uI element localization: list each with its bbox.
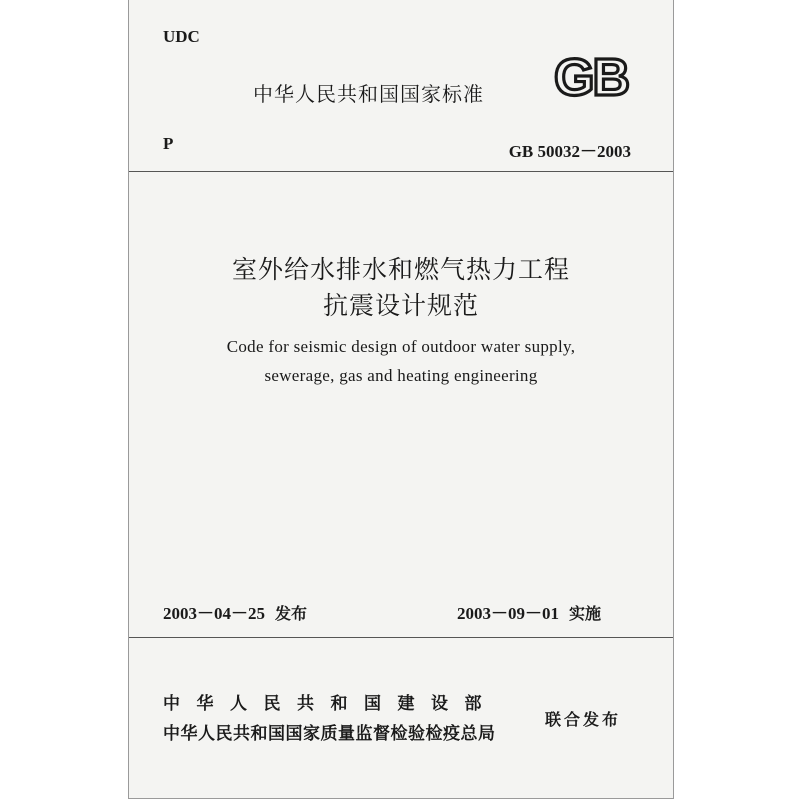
title-en-line1: Code for seismic design of outdoor water supply, [226, 337, 576, 356]
document-cover [128, 0, 674, 799]
issue-date-block [163, 599, 307, 624]
udc-label: UDC [163, 27, 200, 46]
standard-number: GB 50032－2003 [508, 142, 631, 161]
issue-date: 2003－04－25 [163, 604, 265, 623]
publisher-aqsiq: 中华人民共和国国家质量监督检验检疫总局 [163, 724, 496, 744]
effective-date-block [457, 599, 601, 624]
footer-divider [129, 637, 673, 638]
national-standard-heading: 中华人民共和国国家标准 [253, 82, 484, 106]
publisher-ministry: 中华人民共和国建设部 [163, 694, 498, 714]
gb-logo-text: GB [554, 50, 628, 102]
title-cn-line1: 室外给水排水和燃气热力工程 [231, 255, 570, 284]
title-cn-line2: 抗震设计规范 [322, 291, 479, 320]
issue-label: 发布 [275, 604, 308, 623]
classification-code: P [163, 134, 174, 153]
effective-label: 实施 [569, 604, 602, 623]
effective-date: 2003－09－01 [457, 604, 559, 623]
header-divider [129, 171, 673, 172]
gb-logo-icon [541, 50, 641, 102]
title-en-line2: sewerage, gas and heating engineering [264, 366, 538, 385]
joint-issue-label: 联合发布 [545, 710, 622, 729]
gb-logo [541, 50, 641, 102]
